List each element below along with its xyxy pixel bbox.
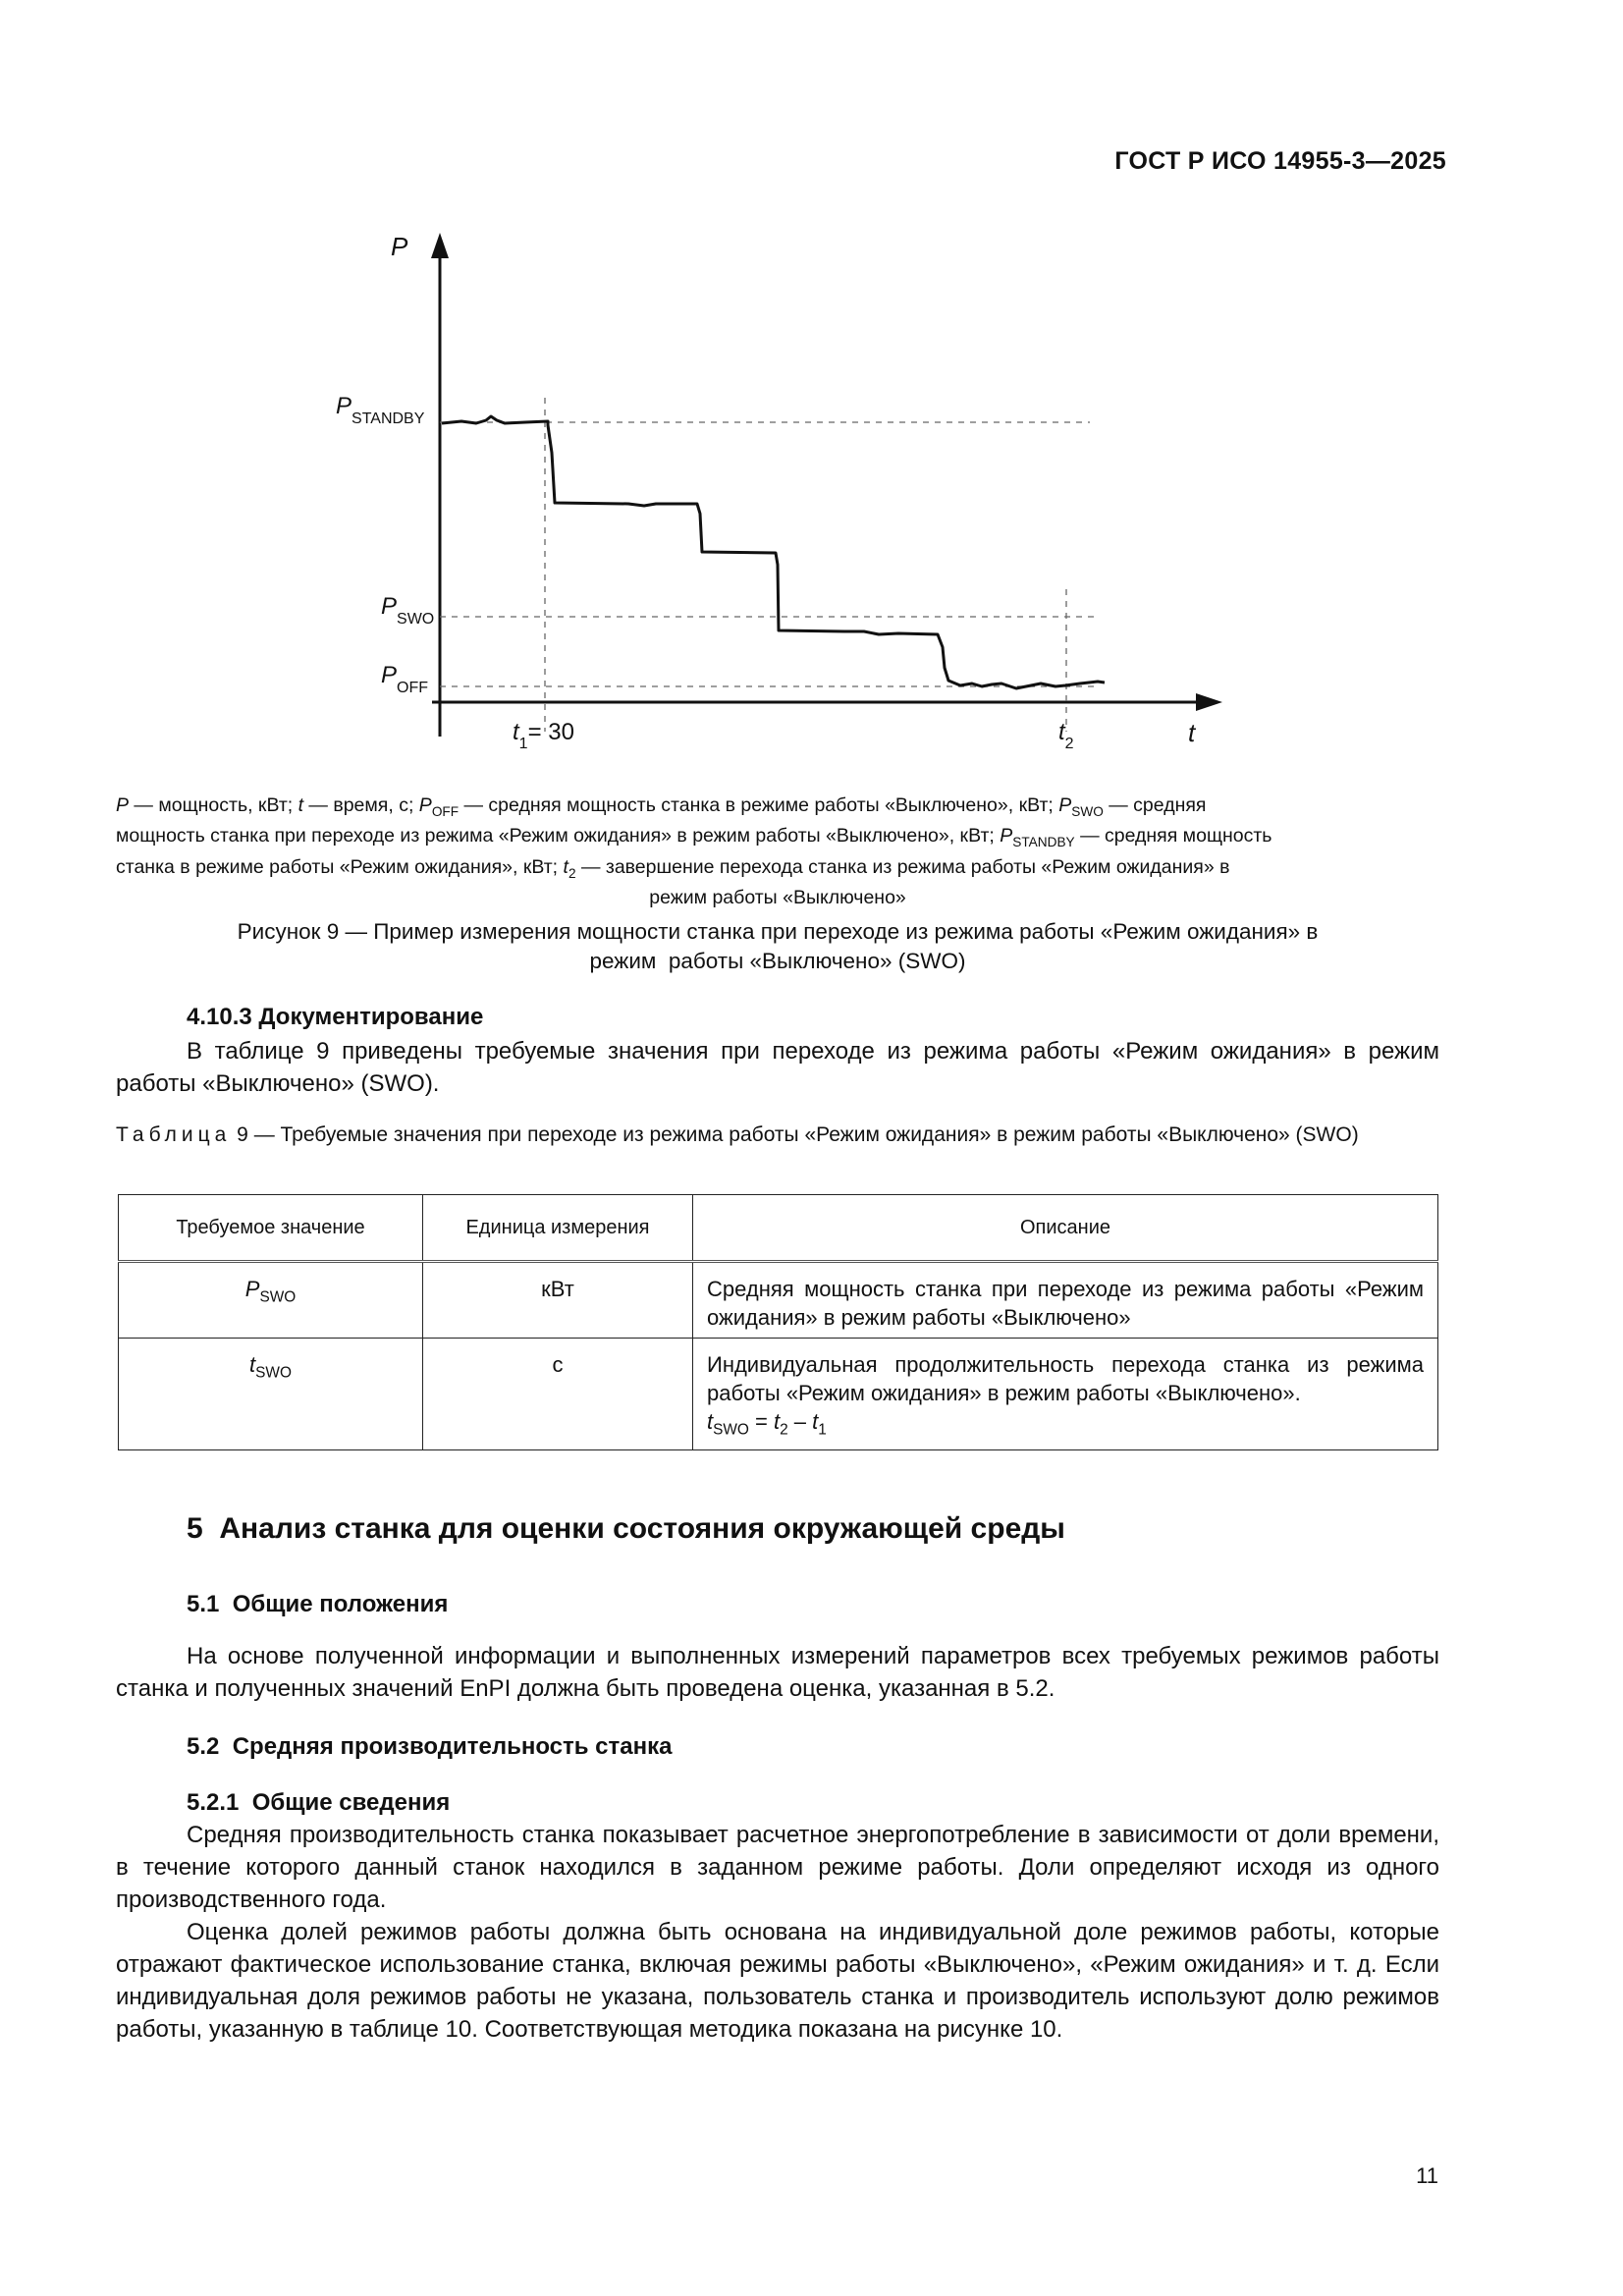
table-header-row — [119, 1195, 1438, 1262]
p-swo-label: $P_{SWO}$ — [381, 593, 435, 628]
power-chart — [295, 211, 1237, 761]
y-axis-label: P — [391, 232, 408, 261]
legend-line-2: мощность станка при переходе из режима «Режим ожидания» в режим работы «Выключено», кВт; $P_{STANDBY}$ — средняя мощность — [116, 825, 1272, 850]
table-cell-description: Средняя мощность станка при переходе из режима работы «Режим ожидания» в режим работы «Выключено» — [693, 1262, 1438, 1339]
table-cell-unit: с — [423, 1339, 693, 1450]
table-row — [119, 1262, 1438, 1339]
p-standby-label: $P_{STANDBY}$ — [336, 393, 425, 427]
section-heading-5-1: 5.1 Общие положения — [187, 1591, 449, 1617]
paragraph: На основе полученной информации и выполненных измерений параметров всех требуемых режимов работы станка и полученных значений EnPI должна быть проведена оценка, указанная в 5.2. — [116, 1643, 1439, 1702]
table-cell-symbol: $P_{SWO}$ — [119, 1262, 423, 1339]
column-header: Описание — [693, 1195, 1438, 1262]
table-cell-unit: кВт — [423, 1262, 693, 1339]
document-header: ГОСТ Р ИСО 14955-3—2025 — [1114, 147, 1446, 175]
section-5-2-1-text — [116, 1819, 1439, 2046]
legend-line-3: станка в режиме работы «Режим ожидания», кВт; $t_2$ — завершение перехода станка из режима работы «Режим ожидания» в — [116, 855, 1230, 881]
caption-line-2: режим работы «Выключено» (SWO) — [589, 949, 966, 973]
description-text: Индивидуальная продолжительность перехода станка из режима работы «Режим ожидания» в режим работы «Выключено». — [707, 1352, 1424, 1405]
x-axis-label: t — [1188, 718, 1196, 747]
table-9 — [118, 1194, 1438, 1450]
caption-line-1: Рисунок 9 — Пример измерения мощности станка при переходе из режима работы «Режим ожидания» в — [237, 919, 1319, 944]
column-header: Требуемое значение — [119, 1195, 423, 1262]
figure-legend — [116, 793, 1439, 910]
table-cell-description — [693, 1339, 1438, 1450]
paragraph: Средняя производительность станка показывает расчетное энергопотребление в зависимости от доли времени, в течение которого данный станок находился в заданном режиме работы. Доли определяют исходя из одного производственного года. — [116, 1822, 1439, 1913]
power-curve — [442, 416, 1105, 688]
section-heading-4-10-3: 4.10.3 Документирование — [187, 1004, 484, 1030]
y-axis-arrow — [431, 233, 449, 258]
paragraph: Оценка долей режимов работы должна быть основана на индивидуальной доле режимов работы, которые отражают фактическое использование станка, включая режимы работы «Выключено», «Режим ожидания» и т. д. Если индивидуальная доля режимов работы не указана, пользователь станка и производитель используют долю режимов работы, указанную в таблице 10. Соответствующая методика показана на рисунке 10. — [116, 1919, 1439, 2043]
figure-9 — [295, 211, 1237, 766]
t2-label: $t_2$ — [1058, 719, 1074, 752]
p-off-label: $P_{OFF}$ — [381, 662, 429, 696]
table-caption-text: 9 — Требуемые значения при переходе из режима работы «Режим ожидания» в режим работы «Выключено» (SWO) — [231, 1123, 1359, 1146]
section-heading-5-2-1: 5.2.1 Общие сведения — [187, 1789, 451, 1816]
table-cell-symbol: $t_{SWO}$ — [119, 1339, 423, 1450]
section-4-10-3-text — [116, 1035, 1439, 1100]
section-5-1-text — [116, 1640, 1439, 1705]
paragraph: В таблице 9 приведены требуемые значения при переходе из режима работы «Режим ожидания» в режим работы «Выключено» (SWO). — [116, 1038, 1439, 1097]
legend-line-4: режим работы «Выключено» — [649, 887, 906, 909]
table-caption-prefix: Таблица — [116, 1123, 232, 1146]
page-number: 11 — [1416, 2163, 1438, 2188]
table-row — [119, 1339, 1438, 1450]
t1-label: $t_1= 30$ — [513, 719, 574, 752]
legend-line-1: P — мощность, кВт; t — время, с; $P_{OFF}$ — средняя мощность станка в режиме работы «Выключено», кВт; $P_{SWO}$ — средняя — [116, 794, 1207, 819]
figure-caption — [116, 917, 1439, 976]
table-9-caption — [116, 1121, 1439, 1148]
column-header: Единица измерения — [423, 1195, 693, 1262]
section-heading-5: 5 Анализ станка для оценки состояния окружающей среды — [187, 1512, 1065, 1545]
section-heading-5-2: 5.2 Средняя производительность станка — [187, 1733, 673, 1760]
x-axis-arrow — [1196, 693, 1222, 711]
description-formula: $t_{SWO} = t_2 - t_1$ — [707, 1409, 827, 1439]
